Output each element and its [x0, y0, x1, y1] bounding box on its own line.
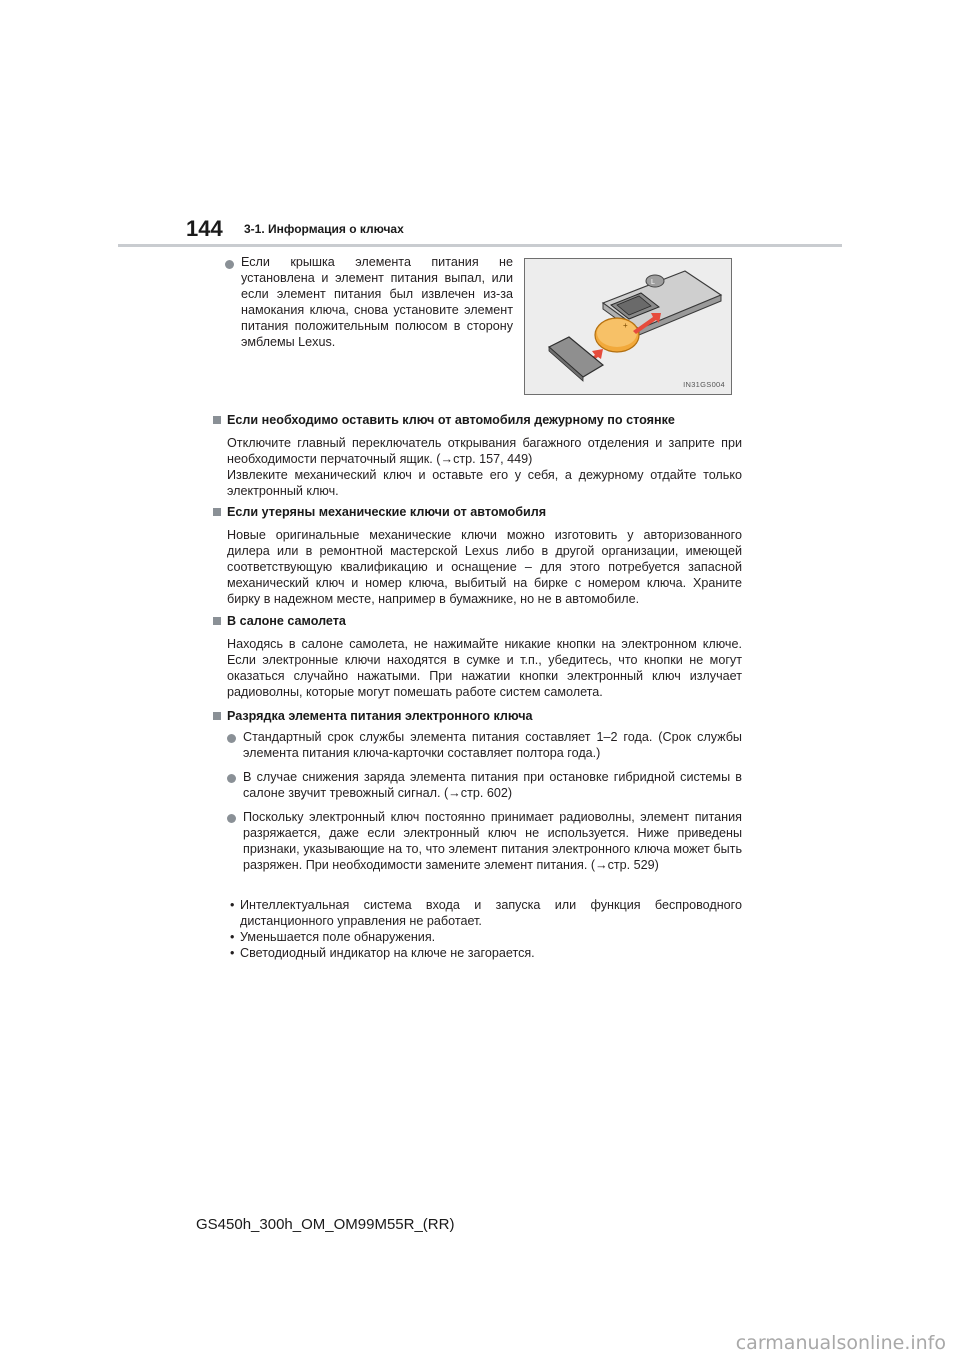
lost-keys-heading: Если утеряны механические ключи от автомобиля — [227, 505, 547, 519]
battery-cover-icon — [549, 337, 603, 381]
bullet-dot-icon — [227, 814, 236, 823]
intro-bullet-text: Если крышка элемента питания не установлена и элемент питания выпал, или если элемент питания был извлечен из-за намокания ключа, снова установите элемент питания положительным полюсом в сторону эмблемы Lexus. — [241, 255, 513, 349]
bullet-dot-icon — [225, 260, 234, 269]
valet-paragraph-1: Отключите главный переключатель открывания багажного отделения и заприте при необходимости перчаточный ящик. (→стр. 157, 449) — [227, 436, 742, 466]
section-square-icon — [213, 416, 221, 424]
card-key-battery-illustration — [525, 259, 731, 394]
section-title: 3-1. Информация о ключах — [244, 222, 404, 236]
coin-battery-icon — [595, 318, 639, 352]
battery-bullet-3: Поскольку электронный ключ постоянно принимает радиоволны, элемент питания разряжается, даже если электронный ключ не используется. Ниже приведены признаки, указывающие на то, что элемент питания электронного ключа может быть разряжен. При необходимости замените элемент питания. (→стр. 529) — [243, 810, 742, 872]
small-bullet-icon: • — [230, 898, 235, 912]
battery-bullet-2: В случае снижения заряда элемента питания при остановке гибридной системы в салоне звучит тревожный сигнал. (→стр. 602) — [243, 770, 742, 800]
battery-install-figure — [524, 258, 732, 395]
sign-item — [230, 945, 742, 961]
valet-paragraph-2: Извлеките механический ключ и оставьте его у себя, а дежурному отдайте только электронный ключ. — [227, 468, 742, 498]
airplane-heading: В салоне самолета — [227, 614, 346, 628]
page-number: 144 — [186, 216, 223, 241]
document-code: GS450h_300h_OM_OM99M55R_(RR) — [196, 1216, 455, 1233]
svg-text:L: L — [651, 279, 655, 286]
bullet-dot-icon — [227, 774, 236, 783]
battery-heading: Разрядка элемента питания электронного ключа — [227, 709, 533, 723]
section-square-icon — [213, 508, 221, 516]
valet-heading: Если необходимо оставить ключ от автомобиля дежурному по стоянке — [227, 413, 675, 427]
sign-item-text: Интеллектуальная система входа и запуска или функция беспроводного дистанционного управления не работает. — [240, 898, 742, 928]
sign-item-text: Уменьшается поле обнаружения. — [240, 930, 436, 944]
sign-item — [230, 897, 742, 929]
header-divider — [118, 244, 842, 247]
section-square-icon — [213, 712, 221, 720]
small-bullet-icon: • — [230, 946, 235, 960]
sign-item-text: Светодиодный индикатор на ключе не загорается. — [240, 946, 535, 960]
small-bullet-icon: • — [230, 930, 235, 944]
svg-text:+: + — [623, 321, 628, 330]
figure-code: IN31GS004 — [683, 380, 725, 389]
section-square-icon — [213, 617, 221, 625]
site-watermark: carmanualsonline.info — [735, 1332, 946, 1354]
airplane-paragraph: Находясь в салоне самолета, не нажимайте никакие кнопки на электронном ключе. Если электронные ключи находятся в сумке и т.п., убедитесь, что кнопки не могут оказаться случайно нажатыми. При нажатии кнопки электронный ключ излучает радиоволны, которые могут помешать работе систем самолета. — [227, 637, 742, 699]
battery-bullet-1: Стандартный срок службы элемента питания составляет 1–2 года. (Срок службы элемента питания ключа-карточки составляет полтора года.) — [243, 730, 742, 760]
bullet-dot-icon — [227, 734, 236, 743]
lost-keys-paragraph: Новые оригинальные механические ключи можно изготовить у авторизованного дилера или в ремонтной мастерской Lexus либо в другой организации, имеющей соответствующую квалификацию и оснащение – для этого потребуется запасной механический ключ и номер ключа, выбитый на бирке с номером ключа. Храните бирку в надежном месте, например в бумажнике, но не в автомобиле. — [227, 528, 742, 606]
sign-item — [230, 929, 742, 945]
